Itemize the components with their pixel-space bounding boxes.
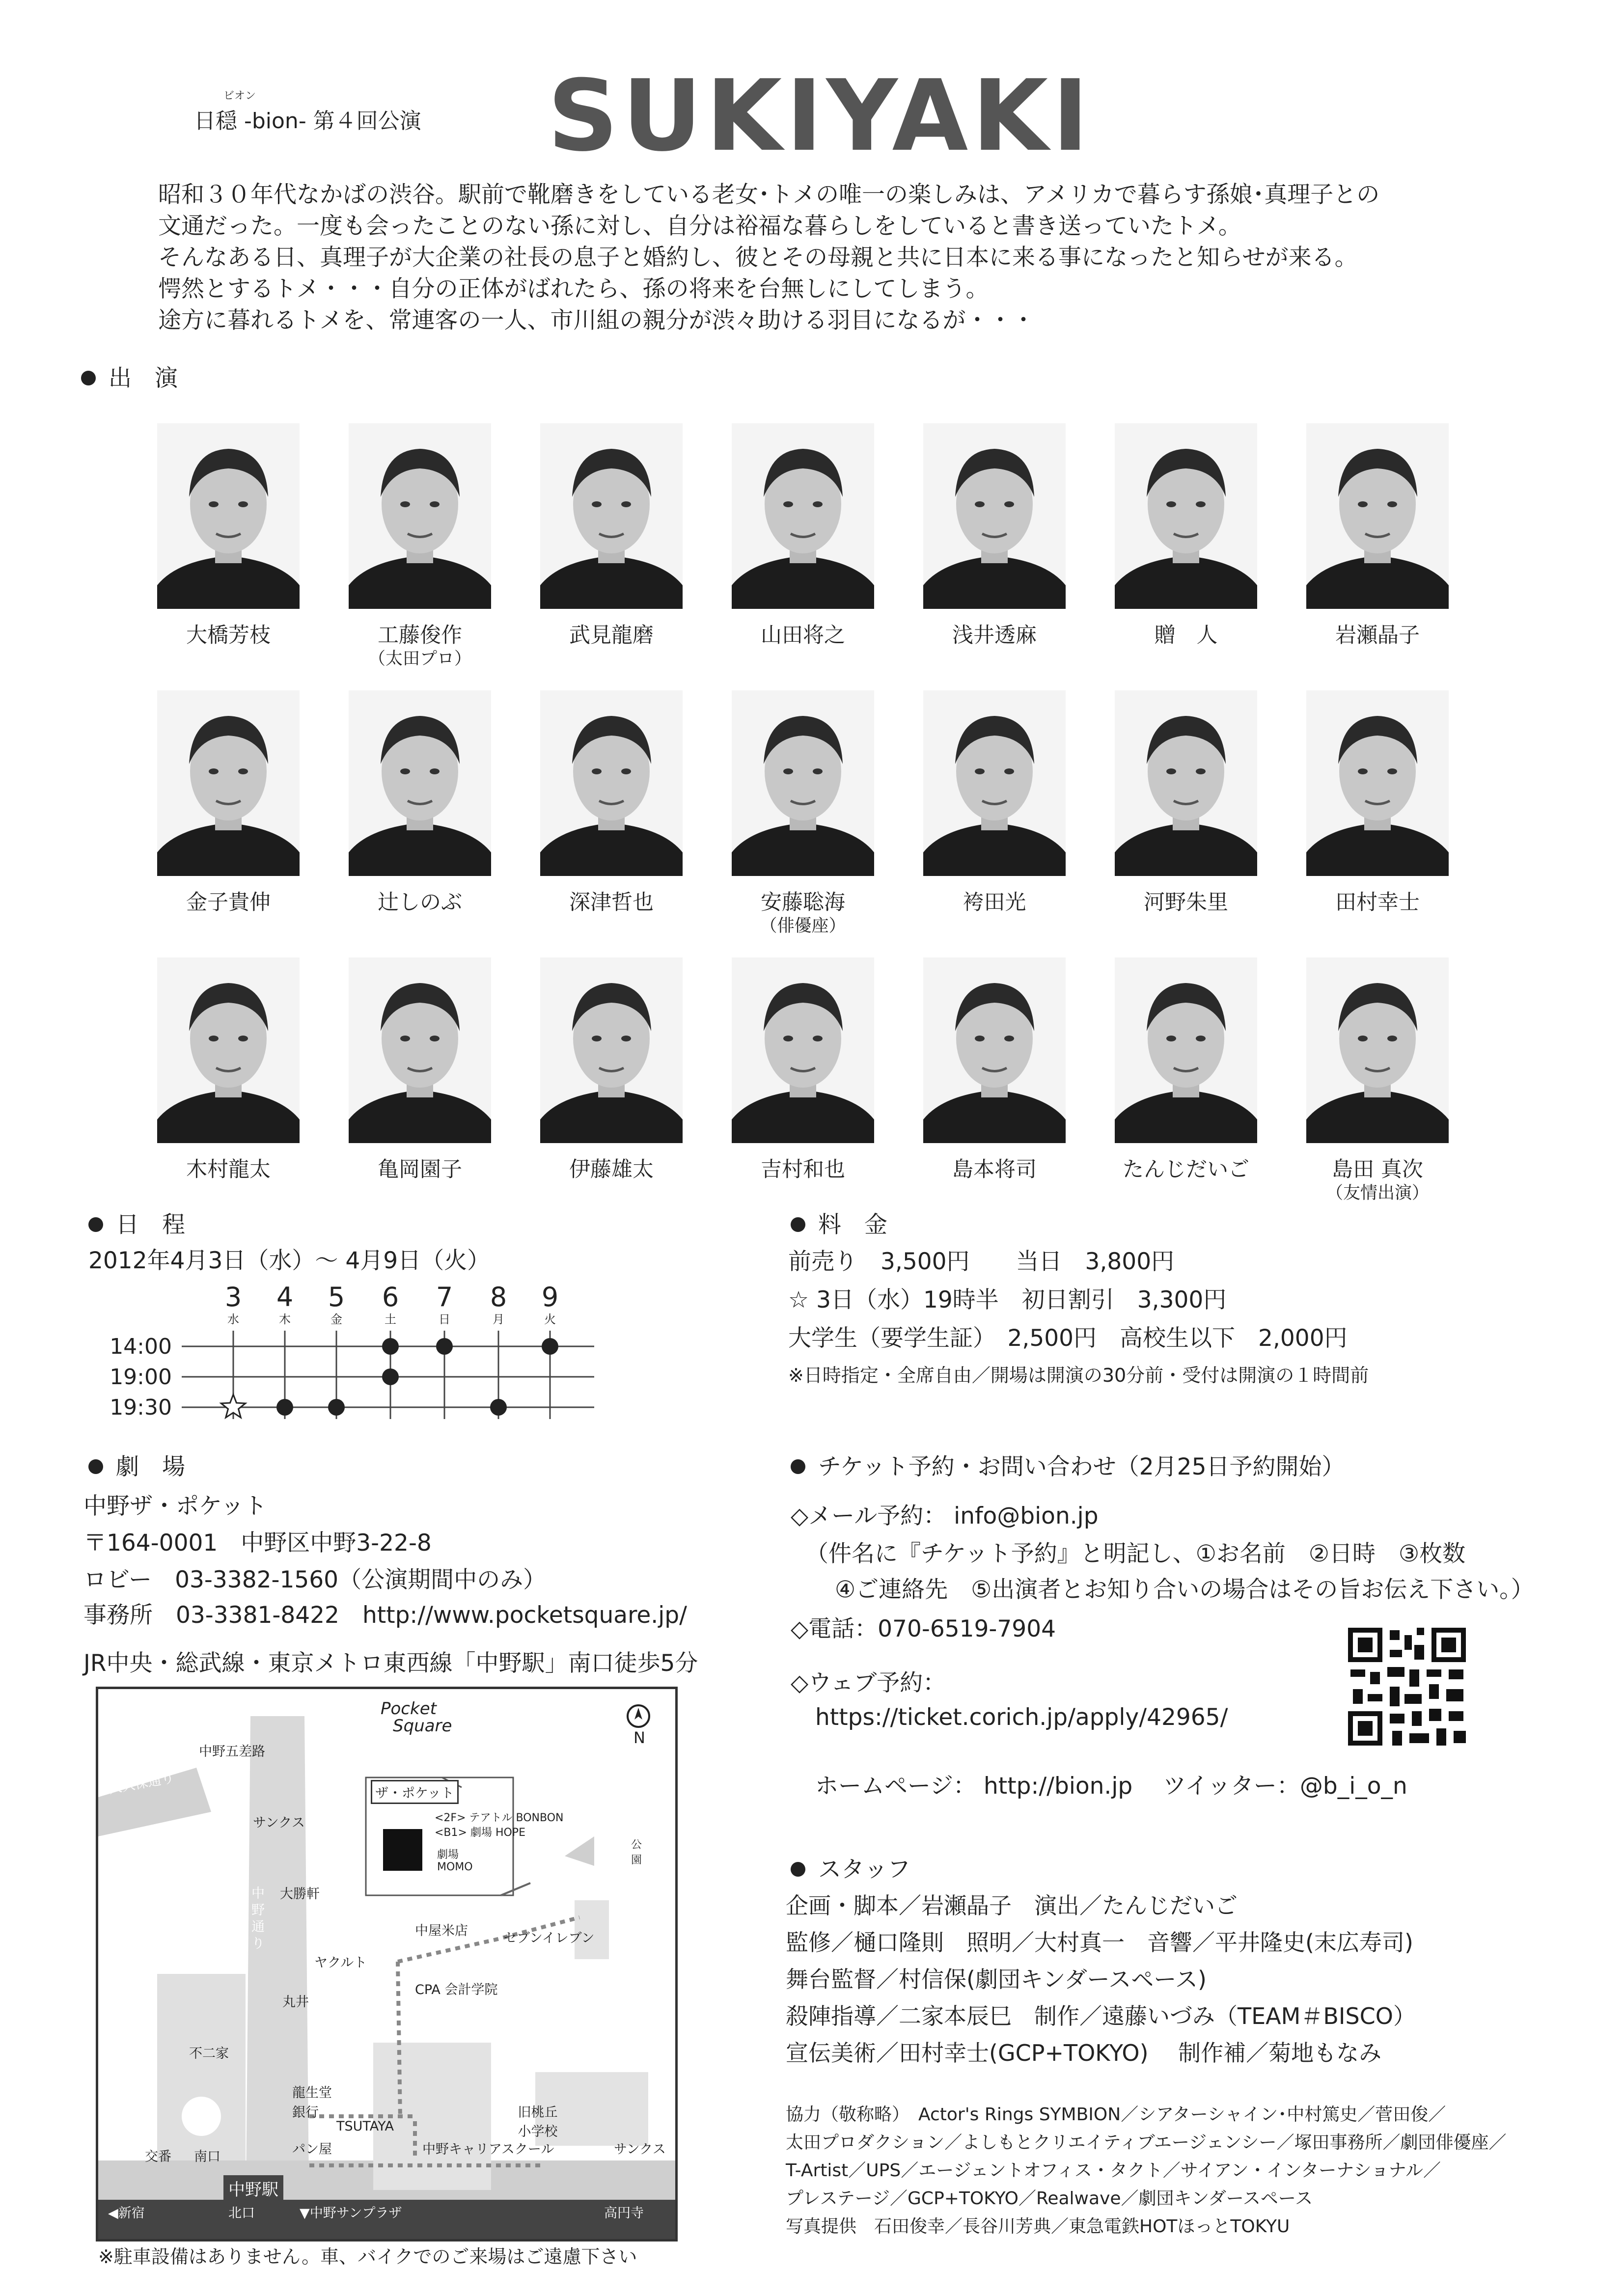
map-label: ◀新宿: [108, 2206, 145, 2221]
schedule-weekday-label: 日: [439, 1312, 450, 1326]
schedule-weekday-label: 金: [330, 1312, 342, 1326]
schedule-weekday-label: 火: [544, 1312, 556, 1326]
schedule-weekday-label: 月: [493, 1312, 504, 1326]
staff-line: 舞台監督／村信保(劇団キンダースペース): [786, 1966, 1207, 1993]
staff-line: 監修／樋口隆則 照明／大村真一 音響／平井隆史(末広寿司): [786, 1929, 1413, 1956]
map-label: 大勝軒: [280, 1886, 320, 1902]
map-label: ヤクルト: [314, 1955, 367, 1970]
price-heading: 料 金: [791, 1206, 887, 1239]
performance-marker: [490, 1399, 507, 1416]
bullet-icon: [88, 1217, 103, 1232]
company-name: 日穏 -bion- 第４回公演: [194, 109, 421, 134]
synopsis: [158, 179, 1484, 336]
map-label: TSUTAYA: [336, 2119, 394, 2134]
map-label: 不二家: [189, 2046, 229, 2061]
cast-heading: 出 演: [81, 360, 178, 393]
map-label: 旧桃丘 小学校: [518, 2105, 558, 2139]
cast-name: 島田 真次: [1332, 1157, 1423, 1182]
schedule-weekday-label: 木: [279, 1312, 291, 1326]
schedule-weekday-label: 土: [385, 1312, 396, 1326]
map-label: 北口: [228, 2206, 255, 2221]
cast-photo: [923, 690, 1066, 876]
cast-photo: [540, 690, 683, 876]
bullet-icon: [81, 371, 96, 385]
map-label: 龍生堂: [292, 2085, 332, 2101]
map-drawing: [98, 1689, 675, 2239]
qr-code-icon: [1346, 1625, 1468, 1748]
map-label: 高円寺: [604, 2206, 644, 2221]
schedule-date-label: 5: [328, 1282, 345, 1312]
schedule-date-label: 4: [276, 1282, 294, 1312]
cast-photo: [732, 957, 874, 1143]
cast-photo: [349, 423, 491, 609]
staff-heading: スタッフ: [791, 1851, 910, 1884]
performance-marker: [542, 1338, 558, 1355]
map-label: 中野キャリアスクール: [422, 2142, 554, 2157]
credits-line: プレステージ／GCP+TOKYO／Realwave／劇団キンダースペース: [786, 2188, 1313, 2209]
cast-photo: [349, 957, 491, 1143]
price-line: ☆ 3日（水）19時半 初日割引 3,300円: [788, 1286, 1227, 1313]
map-label: ザ・ポケット: [371, 1780, 459, 1804]
map-label: サンクス: [253, 1815, 305, 1831]
cast-name: 工藤俊作: [378, 623, 462, 648]
schedule-weekday-label: 水: [227, 1312, 239, 1326]
cast-photo: [923, 957, 1066, 1143]
map-label: 大久保通り: [107, 1770, 176, 1797]
schedule-period: 2012年4月3日（水）～ 4月9日（火）: [88, 1247, 491, 1274]
cast-name: 贈 人: [1154, 623, 1218, 648]
bullet-icon: [791, 1217, 805, 1232]
map-label: ポケット スクエア: [572, 1863, 640, 1891]
synopsis-line: 文通だった。一度も会ったことのない孫に対し、自分は裕福な暮らしをしていると書き送っていたトメ。: [158, 213, 1241, 240]
map-label: パン屋: [292, 2142, 332, 2157]
staff-line: 企画・脚本／岩瀬晶子 演出／たんじだいご: [786, 1892, 1238, 1919]
performance-marker: [436, 1338, 453, 1355]
cast-name: たんじだいご: [1123, 1157, 1249, 1182]
company-ruby: ビオン: [223, 90, 256, 102]
map-logo: Pocket: [381, 1699, 437, 1719]
cast-photo: [349, 690, 491, 876]
staff-line: 殺陣指導／二家本辰巳 制作／遠藤いづみ（TEAM＃BISCO）: [786, 2003, 1416, 2029]
parking-note: ※駐車設備はありません。車、バイクでのご来場はご遠慮下さい: [98, 2246, 637, 2268]
map-label: 中野五差路: [199, 1744, 265, 1759]
cast-name: 武見龍磨: [569, 623, 654, 648]
map-label: 劇場: [437, 1849, 459, 1861]
cast-photo: [1115, 423, 1257, 609]
venue-name: 中野ザ・ポケット: [83, 1493, 267, 1520]
schedule-time-label: 14:00: [110, 1334, 172, 1359]
cast-name: 浅井透麻: [952, 623, 1037, 648]
cast-photo: [157, 957, 300, 1143]
bullet-icon: [88, 1459, 103, 1474]
performance-marker: [328, 1399, 345, 1416]
ticket-heading: チケット予約・お問い合わせ（2月25日予約開始）: [791, 1449, 1345, 1481]
cast-photo: [540, 423, 683, 609]
schedule-date-label: 9: [541, 1282, 559, 1312]
ticket-mail-note: （件名に『チケット予約』と明記し、①お名前 ②日時 ③枚数: [805, 1540, 1466, 1567]
cast-name: 木村龍太: [186, 1157, 271, 1182]
map-label: 中野通り: [251, 1886, 265, 1951]
map-label: 中野駅: [223, 2175, 283, 2201]
ticket-phone: ◇電話：070-6519-7904: [791, 1615, 1056, 1642]
credits-line: T-Artist／UPS／エージェントオフィス・タクト／サイアン・インターナショナル／: [786, 2160, 1441, 2181]
cast-photo: [1115, 690, 1257, 876]
synopsis-line: 昭和３０年代なかばの渋谷。駅前で靴磨きをしている老女･トメの唯一の楽しみは、アメリカで暮らす孫娘･真理子との: [158, 181, 1380, 208]
cast-name: 辻しのぶ: [378, 890, 462, 915]
venue-address: 〒164-0001 中野区中野3-22-8: [83, 1530, 432, 1557]
cast-name: 袴田光: [963, 890, 1026, 915]
schedule-date-label: 8: [490, 1282, 507, 1312]
venue-lobby: ロビー 03-3382-1560（公演期間中のみ）: [83, 1566, 547, 1593]
map-label: 交番: [145, 2149, 171, 2164]
venue-access: JR中央・総武線・東京メトロ東西線「中野駅」南口徒歩5分: [83, 1650, 698, 1677]
ticket-mail: ◇メール予約： info@bion.jp: [791, 1503, 1099, 1530]
cast-photo: [540, 957, 683, 1143]
cast-name: 田村幸士: [1335, 890, 1420, 915]
cast-name: 金子貴伸: [186, 890, 271, 915]
synopsis-line: 途方に暮れるトメを、常連客の一人、市川組の親分が渋々助ける羽目になるが・・・: [158, 307, 1035, 334]
access-map: [96, 1687, 678, 2241]
venue-heading: 劇 場: [88, 1449, 185, 1481]
schedule-date-label: 6: [382, 1282, 399, 1312]
cast-photo: [1115, 957, 1257, 1143]
map-label: 丸井: [282, 1995, 309, 2010]
schedule-date-label: 3: [224, 1282, 242, 1312]
cast-name: 岩瀬晶子: [1335, 623, 1420, 648]
cast-name: 安藤聡海: [761, 890, 845, 915]
cast-photo: [923, 423, 1066, 609]
performance-marker: [382, 1338, 399, 1355]
bullet-icon: [791, 1459, 805, 1474]
ticket-web: ◇ウェブ予約：: [791, 1669, 946, 1696]
schedule-time-label: 19:30: [110, 1395, 172, 1420]
north-label: N: [633, 1728, 645, 1747]
map-label: 中屋米店: [415, 1923, 468, 1939]
schedule-heading: 日 程: [88, 1206, 185, 1239]
map-label: ▼中野サンプラザ: [300, 2206, 402, 2221]
price-note: ※日時指定・全席自由／開場は開演の30分前・受付は開演の１時間前: [788, 1365, 1369, 1386]
map-label: 南口: [194, 2149, 220, 2164]
map-label: CPA 会計学院: [415, 1982, 498, 1997]
cast-name: 深津哲也: [569, 890, 654, 915]
performance-marker: [276, 1399, 293, 1416]
cast-photo: [1306, 957, 1449, 1143]
schedule-date-label: 7: [436, 1282, 453, 1312]
map-label: <B1> 劇場 HOPE: [435, 1827, 525, 1839]
venue-office: 事務所 03-3381-8422 http://www.pocketsquare.jp/: [83, 1602, 687, 1629]
credits-line: 協力（敬称略） Actor's Rings SYMBION／シアターシャイン･中村篤史／菅田俊／: [786, 2105, 1446, 2125]
homepage-line[interactable]: ホームページ： http://bion.jp ツイッター：@b_i_o_n: [815, 1773, 1407, 1800]
map-label: サンクス: [614, 2142, 666, 2157]
price-line: 前売り 3,500円 当日 3,800円: [788, 1248, 1175, 1275]
cast-name: 亀岡園子: [378, 1157, 462, 1182]
cast-name: 山田将之: [761, 623, 845, 648]
map-logo: Square: [393, 1716, 452, 1736]
synopsis-line: 愕然とするトメ・・・自分の正体がばれたら、孫の将来を台無しにしてしまう。: [158, 275, 989, 302]
ticket-mail-note: ④ご連絡先 ⑤出演者とお知り合いの場合はその旨お伝え下さい。）: [835, 1576, 1534, 1603]
cast-affiliation: （友情出演）: [1325, 1183, 1429, 1203]
map-label: MOMO: [437, 1861, 473, 1873]
cast-photo: [732, 423, 874, 609]
map-label: 銀行: [292, 2105, 319, 2120]
cast-photo: [157, 423, 300, 609]
price-line: 大学生（要学生証） 2,500円 高校生以下 2,000円: [788, 1325, 1348, 1352]
staff-line: 宣伝美術／田村幸士(GCP+TOKYO) 制作補／菊地もなみ: [786, 2040, 1382, 2066]
cast-name: 吉村和也: [761, 1157, 845, 1182]
cast-photo: [1306, 690, 1449, 876]
credits-line: 写真提供 石田俊幸／長谷川芳典／東急電鉄HOTほっとTOKYU: [786, 2216, 1290, 2237]
page-title: SUKIYAKI: [548, 59, 1093, 173]
schedule-grid: [74, 1277, 614, 1424]
cast-affiliation: （俳優座）: [760, 916, 846, 936]
map-label: 公園: [631, 1839, 642, 1866]
schedule-time-label: 19:00: [110, 1365, 172, 1390]
cast-name: 伊藤雄太: [569, 1157, 654, 1182]
performance-marker: [382, 1368, 399, 1385]
bullet-icon: [791, 1862, 805, 1877]
map-label: セブンイレブン: [503, 1931, 595, 1946]
ticket-web-url[interactable]: https://ticket.corich.jp/apply/42965/: [815, 1704, 1228, 1731]
cast-name: 大橋芳枝: [186, 623, 271, 648]
cast-name: 島本将司: [952, 1157, 1037, 1182]
synopsis-line: そんなある日、真理子が大企業の社長の息子と婚約し、彼とその母親と共に日本に来る事になったと知らせが来る。: [158, 244, 1358, 271]
map-label: <2F> テアトル BONBON: [435, 1812, 564, 1824]
credits-line: 太田プロダクション／よしもとクリエイティブエージェンシー／塚田事務所／劇団俳優座／: [786, 2132, 1507, 2153]
cast-photo: [157, 690, 300, 876]
cast-name: 河野朱里: [1144, 890, 1228, 915]
cast-photo: [732, 690, 874, 876]
cast-affiliation: （太田プロ）: [368, 649, 471, 669]
cast-photo: [1306, 423, 1449, 609]
